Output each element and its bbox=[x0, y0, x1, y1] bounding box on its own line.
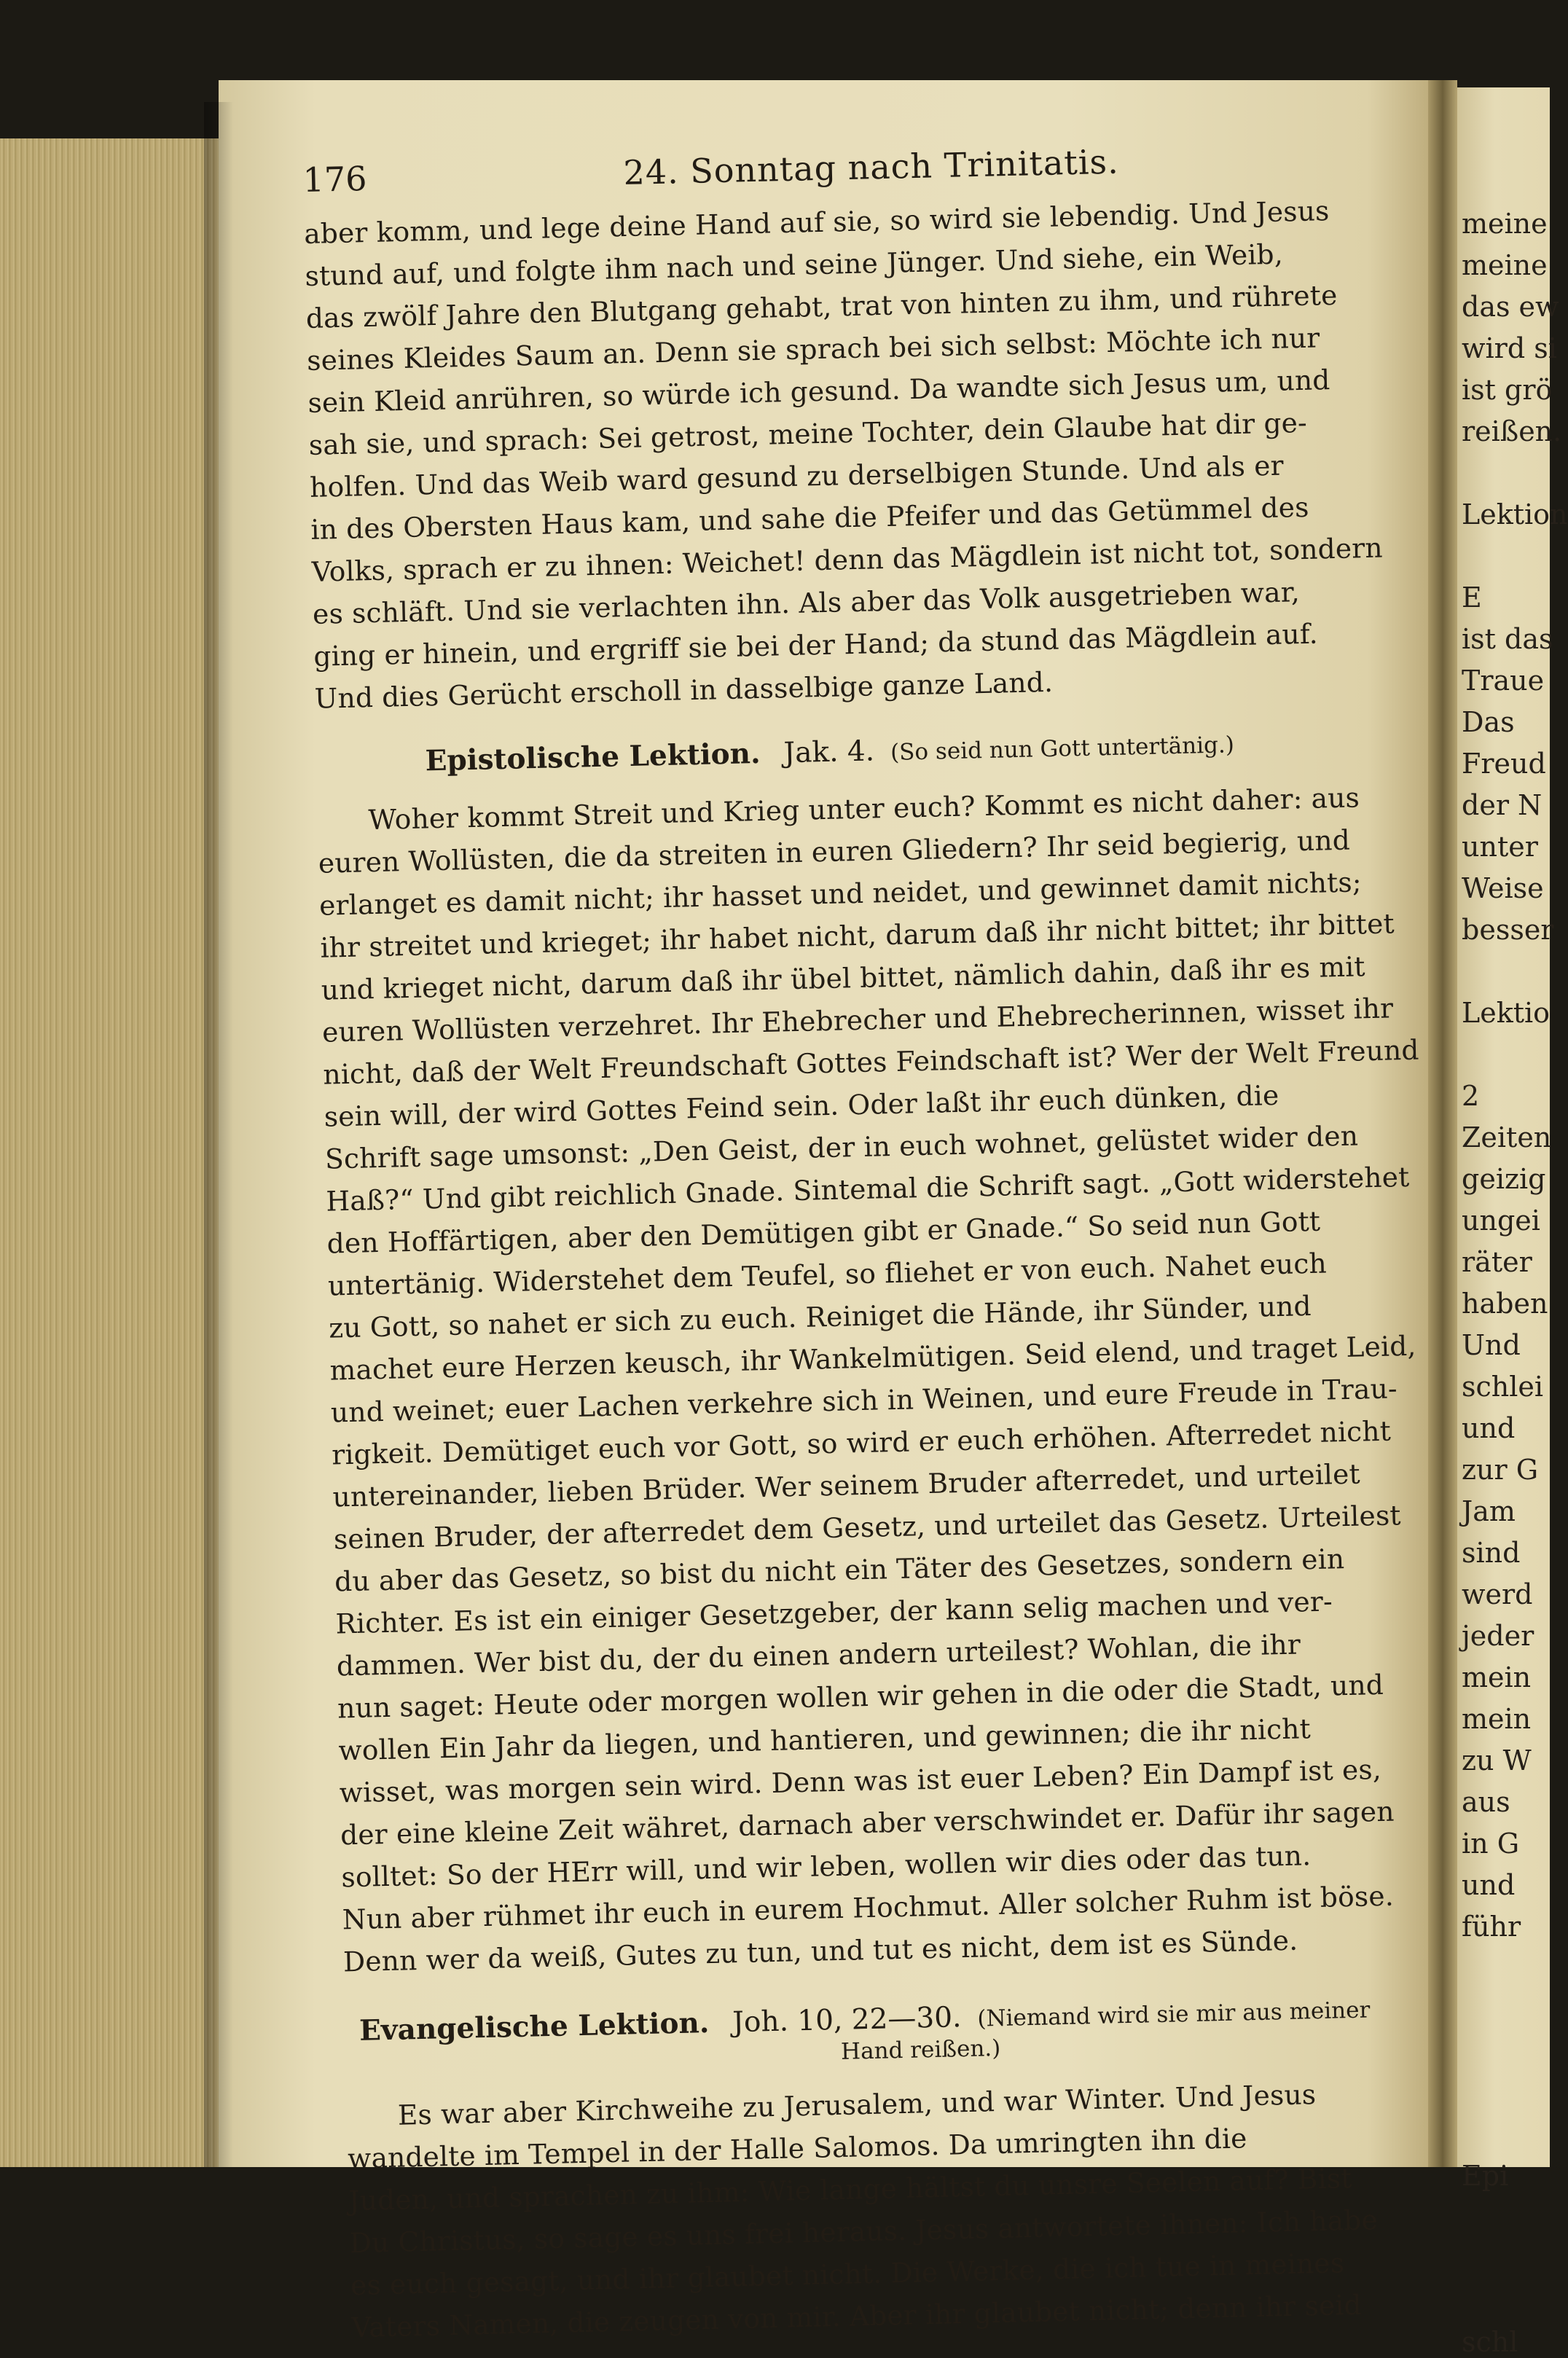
right-page-fragment: ungei bbox=[1462, 1205, 1540, 1237]
right-page-fragment: E bbox=[1462, 581, 1482, 614]
epistle-section bbox=[315, 716, 1451, 1983]
text-line: den Hoffärtigen, aber den Demütigen gibt er Gnade.“ So seid nun Gott bbox=[326, 1205, 1321, 1260]
right-page-fragment: werd bbox=[1462, 1578, 1533, 1610]
right-page-fragment: ist grö bbox=[1462, 374, 1553, 406]
epistle-note: (So seid nun Gott untertänig.) bbox=[890, 732, 1235, 766]
text-line: der eine kleine Zeit währet, darnach aber verschwindet er. Dafür ihr sagen bbox=[340, 1795, 1395, 1852]
text-line: ihr streitet und krieget; ihr habet nicht, darum daß ihr nicht bittet; ihr bittet bbox=[320, 907, 1395, 964]
text-line: Woher kommt Streit und Krieg unter euch? Kommt es nicht daher: aus bbox=[368, 781, 1360, 837]
gospel-note: (Niemand wird sie mir aus meiner bbox=[977, 1997, 1371, 2032]
right-page-fragment: Lektion bbox=[1462, 498, 1568, 530]
text-line: Schrift sage umsonst: „Den Geist, der in euch wohnet, gelüstet wider den bbox=[324, 1119, 1359, 1175]
text-line: Es war aber Kirchweihe zu Jerusalem, und war Winter. Und Jesus bbox=[397, 2078, 1317, 2131]
right-page-fragment: schl bbox=[1462, 2326, 1518, 2358]
text-line: wandelte im Tempel in der Halle Salomos. Da umringten ihn die bbox=[347, 2122, 1248, 2175]
right-page-fragment: und bbox=[1462, 1869, 1516, 1901]
right-page-fragment: mein bbox=[1462, 1703, 1532, 1735]
text-line: aber komm, und lege deine Hand auf sie, so wird sie lebendig. Und Jesus bbox=[303, 195, 1330, 250]
text-line: Volks, sprach er zu ihnen: Weichet! denn das Mägdlein ist nicht tot, sondern bbox=[311, 531, 1384, 588]
text-line: Und dies Gerücht erscholl in dasselbige ganze Land. bbox=[314, 665, 1054, 715]
text-line: Nun aber rühmet ihr euch in eurem Hochmut. Aller solcher Ruhm ist böse. bbox=[342, 1879, 1395, 1936]
text-line: das zwölf Jahre den Blutgang gehabt, trat von hinten zu ihm, und rührete bbox=[305, 278, 1338, 334]
gospel-end-text bbox=[304, 187, 1422, 719]
right-page-fragment: wird si bbox=[1462, 332, 1557, 364]
text-line: machet eure Herzen keusch, ihr Wankelmütigen. Seid elend, und traget Leid, bbox=[329, 1329, 1417, 1387]
right-page-fragment: räter bbox=[1462, 1246, 1532, 1278]
right-page-fragment: meine bbox=[1462, 208, 1548, 240]
text-line: Vaters Namen, die zeugen von mir. Aber ihr glaubet nicht; denn ihr seid bbox=[350, 2288, 1363, 2344]
text-line: und krieget nicht, darum daß ihr übel bittet, nämlich dahin, daß ihr es mit bbox=[321, 950, 1366, 1006]
text-line: es schläft. Und sie verlachten ihn. Als aber das Volk ausgetrieben war, bbox=[312, 576, 1301, 630]
right-page-fragment: geizig bbox=[1462, 1163, 1546, 1195]
text-line: sah sie, und sprach: Sei getrost, meine Tochter, dein Glaube hat dir ge- bbox=[308, 406, 1308, 461]
right-page-fragment: Und bbox=[1462, 1329, 1521, 1361]
gospel-reference: Joh. 10, 22—30. bbox=[732, 2001, 962, 2040]
text-line: ging er hinein, und ergriff sie bei der Hand; da stund das Mägdlein auf. bbox=[313, 617, 1319, 673]
right-page-fragment: Jam bbox=[1462, 1495, 1516, 1527]
text-line: nicht, daß der Welt Freundschaft Gottes Feindschaft ist? Wer der Welt Freund bbox=[322, 1033, 1420, 1091]
text-line: in des Obersten Haus kam, und sahe die Pfeifer und das Getümmel des bbox=[310, 490, 1309, 546]
right-page-fragment: Zeiten bbox=[1462, 1121, 1552, 1153]
right-page-fragment: ist das bbox=[1462, 623, 1553, 655]
right-page-fragment: in G bbox=[1462, 1828, 1520, 1860]
text-line: euren Wollüsten, die da streiten in euren Gliedern? Ihr seid begierig, und bbox=[318, 823, 1351, 880]
text-line: erlanget es damit nicht; ihr hasset und neidet, und gewinnet damit nichts; bbox=[318, 866, 1363, 922]
text-line: wollen Ein Jahr da liegen, und hantieren, und gewinnen; die ihr nicht bbox=[338, 1712, 1312, 1767]
text-line: seines Kleides Saum an. Denn sie sprach bei sich selbst: Möchte ich nur bbox=[306, 321, 1320, 377]
right-page-fragment: zur G bbox=[1462, 1454, 1539, 1486]
text-line: euren Wollüsten verzehret. Ihr Ehebrecher und Ehebrecherinnen, wisset ihr bbox=[321, 992, 1394, 1049]
text-line: Du Christus, so sage es uns frei heraus. Jesus antwortete ihnen: Ich habe bbox=[349, 2204, 1379, 2260]
right-page-fragment: Traue bbox=[1462, 665, 1545, 697]
text-line: seinen Bruder, der afterredet dem Gesetz, und urteilet das Gesetz. Urteilest bbox=[333, 1499, 1402, 1556]
right-page-fragment: Lektio bbox=[1462, 997, 1551, 1029]
text-line: rigkeit. Demütiget euch vor Gott, so wird er euch erhöhen. Afterredet nicht bbox=[331, 1414, 1392, 1471]
text-line: sein will, der wird Gottes Feind sein. Oder laßt ihr euch dünken, die bbox=[324, 1078, 1279, 1133]
text-line: untertänig. Widerstehet dem Teufel, so fliehet er von euch. Nahet euch bbox=[327, 1247, 1328, 1302]
text-line: Juden, und sprachen zu ihm: Wie lange hältst du unsre Seelen auf? Bist bbox=[348, 2162, 1353, 2217]
epistle-heading bbox=[315, 716, 1424, 785]
text-line: holfen. Und das Weib ward gesund zu derselbigen Stunde. Und als er bbox=[309, 449, 1285, 504]
right-page-fragment: 2 bbox=[1462, 1080, 1480, 1112]
gospel-note-continuation: Hand reißen.) bbox=[840, 2034, 1001, 2065]
right-page-fragment: Epi bbox=[1462, 2160, 1509, 2192]
right-page-fragment: meine bbox=[1462, 249, 1548, 281]
text-line: sein Kleid anrühren, so würde ich gesund. Da wandte sich Jesus um, und bbox=[307, 364, 1330, 419]
right-page-fragment: Das bbox=[1462, 706, 1515, 738]
spine-shadow bbox=[204, 102, 233, 2167]
gospel-label: Evangelische Lektion. bbox=[358, 2005, 710, 2048]
right-page-fragment: unter bbox=[1462, 831, 1538, 863]
text-line: dammen. Wer bist du, der du einen andern urteilest? Wohlan, die ihr bbox=[336, 1628, 1301, 1683]
page-edges bbox=[0, 138, 219, 2167]
right-page-fragment: mein bbox=[1462, 1661, 1532, 1693]
right-page-fragment: der N bbox=[1462, 789, 1542, 821]
text-line: es euch gesagt, und ihr glaubet nicht. Die Werke, die ich tue in meines bbox=[350, 2247, 1345, 2302]
right-page-fragment: aus bbox=[1462, 1786, 1510, 1818]
epistle-label: Epistolische Lektion. bbox=[425, 736, 761, 778]
text-line: Richter. Es ist ein einiger Gesetzgeber, der kann selig machen und ver- bbox=[335, 1585, 1333, 1640]
page-content bbox=[302, 136, 1459, 2349]
text-line: nun saget: Heute oder morgen wollen wir gehen in die oder die Stadt, und bbox=[337, 1668, 1384, 1725]
right-page-fragment: schlei bbox=[1462, 1371, 1544, 1403]
text-line: wisset, was morgen sein wird. Denn was ist euer Leben? Ein Dampf ist es, bbox=[339, 1752, 1382, 1809]
text-line: und weinet; euer Lachen verkehre sich in Weinen, und eure Freude in Trau- bbox=[330, 1372, 1398, 1429]
epistle-body bbox=[317, 775, 1451, 1983]
text-line: Haß?“ Und gibt reichlich Gnade. Sintemal die Schrift sagt. „Gott widerstehet bbox=[325, 1160, 1410, 1218]
gospel-section bbox=[345, 1984, 1459, 2349]
right-page-fragment: besser bbox=[1462, 914, 1554, 946]
text-line: zu Gott, so nahet er sich zu euch. Reiniget die Hände, ihr Sünder, und bbox=[328, 1289, 1312, 1344]
right-page-fragment: jeder bbox=[1462, 1620, 1534, 1652]
text-line: Denn wer da weiß, Gutes zu tun, und tut es nicht, dem ist es Sünde. bbox=[342, 1924, 1298, 1978]
right-page-fragment: reißen. bbox=[1462, 415, 1562, 447]
right-page-fragment: sind bbox=[1462, 1537, 1521, 1569]
right-page-fragment: das ew bbox=[1462, 291, 1559, 323]
right-page-fragment: und bbox=[1462, 1412, 1516, 1444]
right-page bbox=[1457, 87, 1568, 2358]
epistle-reference: Jak. 4. bbox=[783, 735, 875, 770]
running-title: 24. Sonntag nach Trinitatis. bbox=[622, 141, 1120, 193]
right-page-fragment: haben bbox=[1462, 1288, 1548, 1320]
right-page-fragment: Freud bbox=[1462, 748, 1546, 780]
text-line: du aber das Gesetz, so bist du nicht ein Täter des Gesetzes, sondern ein bbox=[334, 1543, 1345, 1598]
right-page-fragment: Weise bbox=[1462, 872, 1544, 904]
page-number: 176 bbox=[302, 159, 368, 200]
gospel-body bbox=[346, 2070, 1459, 2349]
text-line: untereinander, lieben Brüder. Wer seinem Bruder afterredet, und urteilet bbox=[332, 1457, 1361, 1513]
text-line: stund auf, und folgte ihm nach und seine Jünger. Und siehe, ein Weib, bbox=[305, 238, 1284, 292]
text-line: solltet: So der HErr will, und wir leben, wollen wir dies oder das tun. bbox=[340, 1839, 1312, 1894]
right-page-fragment: führ bbox=[1462, 1911, 1521, 1943]
right-page-fragment: zu W bbox=[1462, 1744, 1532, 1777]
